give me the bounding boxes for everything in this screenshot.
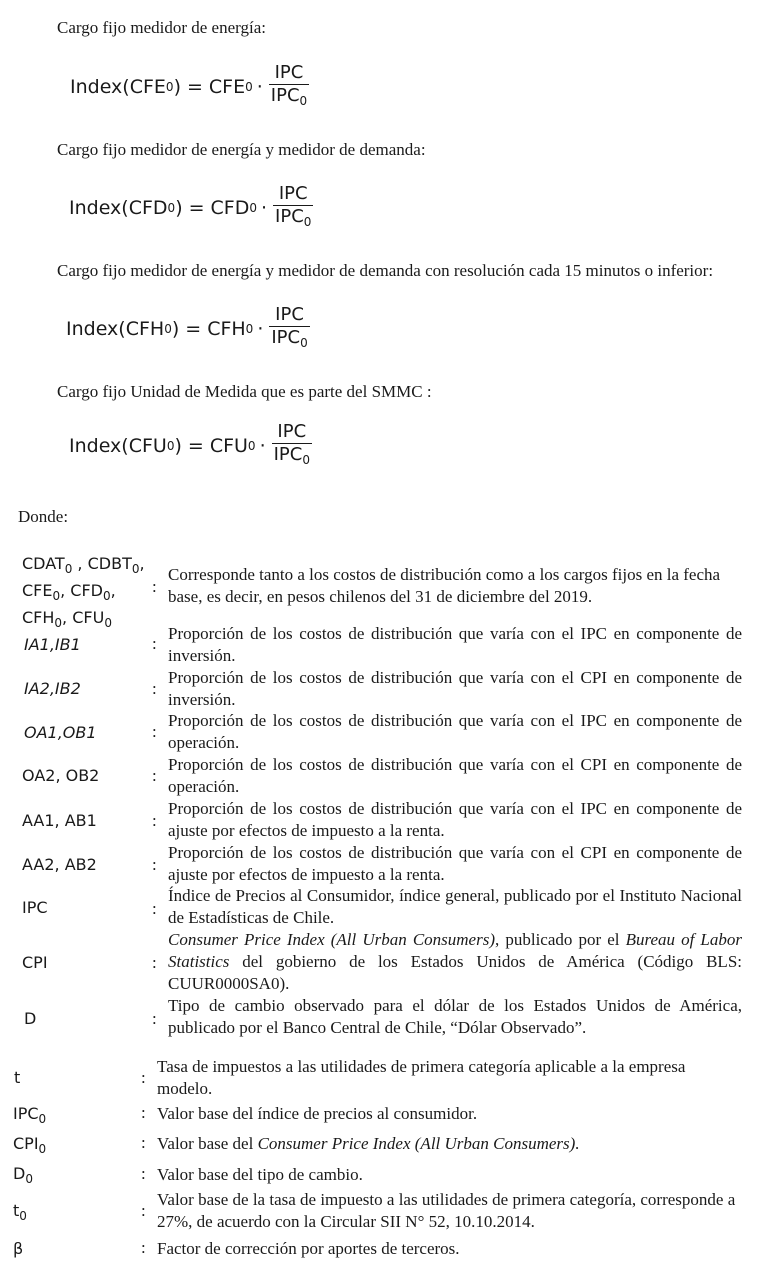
def-symbol: IA2,IB2 (24, 679, 81, 698)
colon: : (152, 811, 157, 830)
colon: : (152, 953, 157, 972)
symbol: CDAT (22, 554, 65, 573)
formula-symbol: CFE (208, 76, 246, 98)
symbol: CFU (72, 608, 105, 627)
italic-term: Bureau of Labor Statistics (168, 930, 743, 971)
def-symbol: t (14, 1068, 21, 1087)
fraction (269, 62, 309, 112)
definition-text: Proporción de los costos de distribución que varía con el IPC en componente de inversión. (168, 624, 742, 665)
numerator: IPC (274, 62, 304, 83)
def-symbol: D (24, 1009, 37, 1028)
def-symbol: IPC (22, 898, 48, 917)
equals-sign: = (187, 435, 204, 457)
def-symbol (13, 1164, 33, 1186)
symbol: D (13, 1164, 26, 1183)
denominator-text: IPC (275, 206, 304, 227)
numerator: IPC (278, 183, 308, 204)
colon: : (152, 634, 157, 653)
denominator-text: IPC (273, 444, 303, 465)
fraction (272, 421, 312, 471)
colon: : (141, 1164, 146, 1183)
formula-symbol: CFD (210, 197, 250, 219)
formula-lhs: Index(CFH (66, 318, 165, 340)
definition-text: Índice de Precios al Consumidor, índice general, publicado por el Instituto Nacional de Estadísticas de Chile. (168, 886, 742, 927)
formula-lhs: Index(CFE (70, 76, 166, 98)
formula-cfe (70, 62, 309, 112)
subscript: 0 (166, 439, 175, 453)
symbol: CDBT (87, 554, 132, 573)
equals-sign: = (186, 76, 203, 98)
dot-operator: · (257, 318, 264, 340)
colon: : (141, 1201, 146, 1220)
text-span: , publicado por el (495, 930, 626, 949)
formula-symbol: CFH (207, 318, 246, 340)
symbol: CPI (13, 1134, 39, 1153)
definition-text: Corresponde tanto a los costos de distribución como a los cargos fijos en la fecha base, es decir, en pesos chilenos del 31 de diciembre del 2019. (168, 565, 721, 606)
subscript: 0 (245, 80, 253, 94)
symbol: CFE (22, 581, 53, 600)
definition-text: Factor de corrección por aportes de terceros. (157, 1239, 460, 1258)
colon: : (152, 899, 157, 918)
formula-intro-cfe: Cargo fijo medidor de energía: (57, 18, 266, 37)
definition-text (157, 1133, 580, 1155)
subscript: 0 (38, 1142, 47, 1156)
denominator-text: IPC (271, 327, 301, 348)
paren: ) (173, 76, 181, 98)
definition-text: Valor base de la tasa de impuesto a las utilidades de primera categoría, corresponde a 27%, de acuerdo con la Circular SII N° 52, 10.10.2014. (157, 1190, 736, 1231)
def-symbol: CPI (22, 953, 48, 972)
def-symbol (13, 1201, 27, 1223)
subscript: 0 (300, 336, 308, 350)
definition-text (168, 929, 742, 995)
formula-symbol: CFU (209, 435, 248, 457)
subscript: 0 (249, 201, 257, 215)
dot-operator: · (261, 197, 268, 219)
text-span: del gobierno de los Estados Unidos de América (Código BLS: CUUR0000SA0). (168, 952, 742, 993)
symbol: t (13, 1201, 20, 1220)
numerator: IPC (277, 421, 307, 442)
definition-text: Valor base del índice de precios al consumidor. (157, 1104, 478, 1123)
def-symbol: IA1,IB1 (24, 635, 81, 654)
def-symbol (13, 1134, 46, 1156)
formula-intro-cfd: Cargo fijo medidor de energía y medidor de demanda: (57, 140, 426, 159)
def-symbol: AA1, AB1 (22, 811, 97, 830)
paren: ) (174, 435, 182, 457)
colon: : (141, 1238, 146, 1257)
denominator (273, 205, 313, 233)
definition-text: Valor base del tipo de cambio. (157, 1165, 363, 1184)
denominator (269, 326, 309, 354)
numerator: IPC (275, 304, 304, 325)
subscript: 0 (303, 215, 312, 229)
subscript: 0 (247, 439, 256, 453)
subscript: 0 (19, 1209, 27, 1223)
def-symbol: β (13, 1239, 24, 1258)
equals-sign: = (188, 197, 205, 219)
base-symbols: $CDAT_0$ , $CDBT_0$, $CFE_0$, $CFD_0$, $CFH_0$, $CFU_0$ (22, 554, 145, 630)
colon: : (152, 577, 157, 596)
def-symbol (13, 1104, 46, 1126)
subscript: 0 (165, 80, 174, 94)
formula-cfh (66, 304, 310, 354)
denominator (269, 84, 309, 112)
italic-term: Consumer Price Index (All Urban Consumers). (257, 1134, 580, 1153)
subscript: 0 (38, 1112, 47, 1126)
formula-cfd (69, 183, 313, 233)
definition-text: Proporción de los costos de distribución que varía con el CPI en componente de inversión. (168, 668, 742, 709)
formula-intro-cfh: Cargo fijo medidor de energía y medidor de demanda con resolución cada 15 minutos o inferior: (57, 261, 714, 280)
definition-text: Proporción de los costos de distribución que varía con el CPI en componente de ajuste por efectos de impuesto a la renta. (168, 843, 742, 884)
colon: : (152, 855, 157, 874)
subscript: 0 (299, 94, 308, 108)
formula-lhs: Index(CFD (69, 197, 168, 219)
colon: : (152, 1009, 157, 1028)
colon: : (152, 679, 157, 698)
colon: : (141, 1133, 146, 1152)
colon: : (152, 722, 157, 741)
subscript: 0 (25, 1172, 33, 1186)
paren: ) (175, 197, 183, 219)
definition-text: Tasa de impuestos a las utilidades de primera categoría aplicable a la empresa modelo. (157, 1057, 686, 1098)
symbol: IPC (13, 1104, 39, 1123)
definition-text: Proporción de los costos de distribución que varía con el IPC en componente de operación. (168, 711, 742, 752)
dot-operator: · (259, 435, 266, 457)
colon: : (141, 1068, 146, 1087)
definition-text: Tipo de cambio observado para el dólar de los Estados Unidos de América, publicado por el Banco Central de Chile, “Dólar Observado”. (168, 996, 742, 1037)
fraction (273, 183, 313, 233)
denominator-text: IPC (270, 85, 300, 106)
symbol: CFD (70, 581, 103, 600)
fraction (269, 304, 309, 354)
def-symbol: AA2, AB2 (22, 855, 97, 874)
equals-sign: = (185, 318, 202, 340)
symbol: CFH (22, 608, 55, 627)
italic-term: Consumer Price Index (All Urban Consumers) (168, 930, 495, 949)
donde-heading: Donde: (18, 507, 69, 526)
formula-intro-cfu: Cargo fijo Unidad de Medida que es parte del SMMC : (57, 382, 432, 401)
subscript: 0 (164, 322, 172, 336)
definition-text: Proporción de los costos de distribución que varía con el CPI en componente de operación. (168, 755, 742, 796)
subscript: 0 (302, 453, 310, 467)
denominator (272, 443, 312, 471)
formula-cfu (69, 421, 312, 471)
formula-lhs: Index(CFU (69, 435, 167, 457)
paren: ) (171, 318, 180, 340)
def-symbol: OA2, OB2 (22, 766, 100, 785)
text-span: Valor base del (157, 1134, 258, 1153)
colon: : (152, 766, 157, 785)
subscript: 0 (167, 201, 176, 215)
colon: : (141, 1103, 146, 1122)
def-symbol: OA1,OB1 (24, 723, 97, 742)
dot-operator: · (256, 76, 263, 98)
definition-text: Proporción de los costos de distribución que varía con el IPC en componente de ajuste por efectos de impuesto a la renta. (168, 799, 742, 840)
subscript: 0 (245, 322, 254, 336)
